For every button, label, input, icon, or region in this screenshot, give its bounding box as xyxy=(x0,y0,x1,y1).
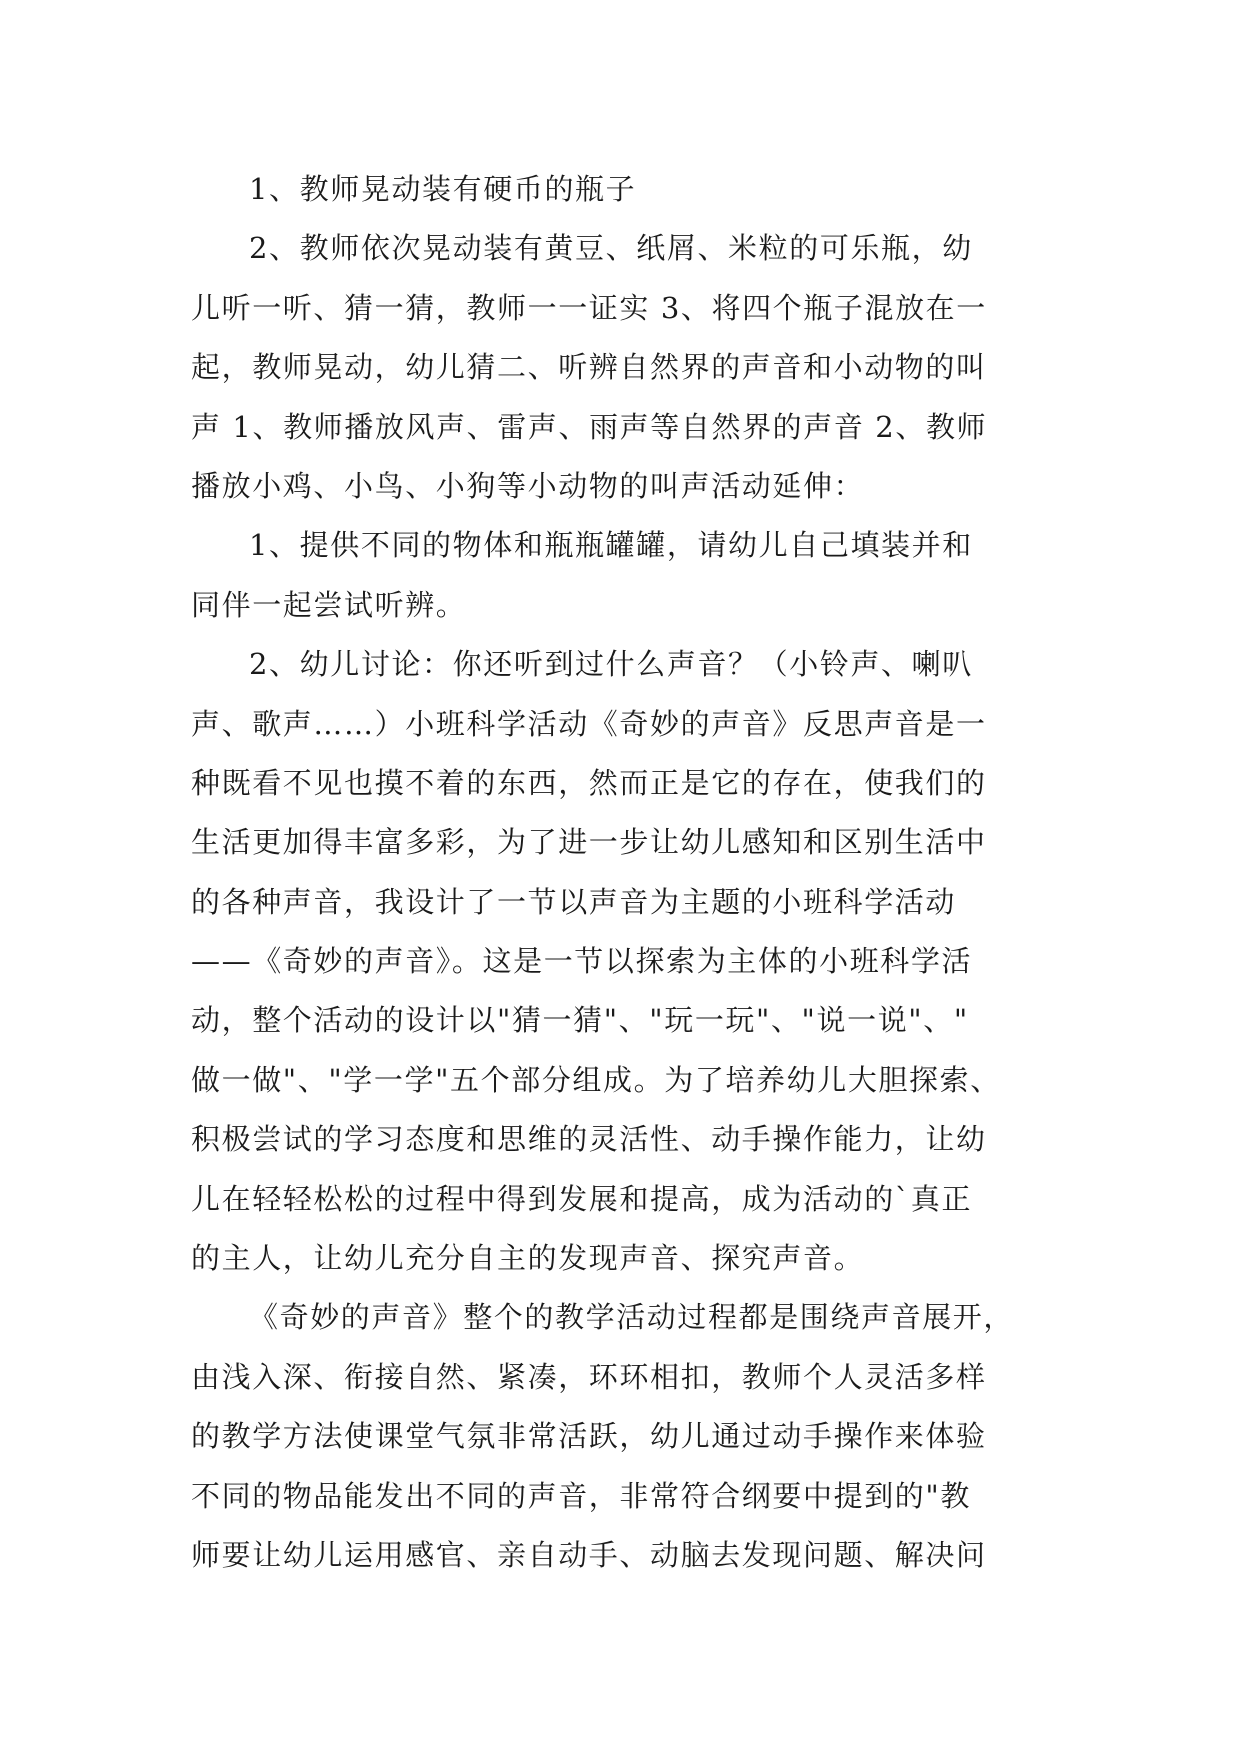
text-line: 声 1、教师播放风声、雷声、雨声等自然界的声音 2、教师 xyxy=(191,409,988,444)
text-line: 不同的物品能发出不同的声音，非常符合纲要中提到的"教 xyxy=(191,1478,971,1513)
text-line: 同伴一起尝试听辨。 xyxy=(191,587,467,622)
text-line: 生活更加得丰富多彩，为了进一步让幼儿感知和区别生活中 xyxy=(191,825,987,860)
text-line: 2、幼儿讨论：你还听到过什么声音？（小铃声、喇叭 xyxy=(249,647,973,682)
text-line: 的各种声音，我设计了一节以声音为主题的小班科学活动 xyxy=(191,884,957,919)
text-line: 的教学方法使课堂气氛非常活跃，幼儿通过动手操作来体验 xyxy=(191,1419,987,1454)
text-line: 1、提供不同的物体和瓶瓶罐罐，请幼儿自己填装并和 xyxy=(249,528,973,563)
text-line: 声、歌声……）小班科学活动《奇妙的声音》反思声音是一 xyxy=(191,706,987,741)
text-line: 儿听一听、猜一猜，教师一一证实 3、将四个瓶子混放在一 xyxy=(191,290,987,325)
text-line: 2、教师依次晃动装有黄豆、纸屑、米粒的可乐瓶，幼 xyxy=(249,231,973,266)
text-line: ——《奇妙的声音》。这是一节以探索为主体的小班科学活 xyxy=(191,944,973,979)
text-line: 播放小鸡、小鸟、小狗等小动物的叫声活动延伸： xyxy=(191,468,865,503)
text-line: 种既看不见也摸不着的东西，然而正是它的存在，使我们的 xyxy=(191,765,987,800)
text-line: 积极尝试的学习态度和思维的灵活性、动手操作能力，让幼 xyxy=(191,1122,987,1157)
text-line: 1、教师晃动装有硬币的瓶子 xyxy=(249,172,637,206)
text-line: 儿在轻轻松松的过程中得到发展和提高，成为活动的`真正 xyxy=(191,1181,973,1216)
text-line: 动，整个活动的设计以"猜一猜"、"玩一玩"、"说一说"、" xyxy=(191,1003,969,1038)
text-line: 的主人，让幼儿充分自主的发现声音、探究声音。 xyxy=(191,1241,865,1276)
document-body xyxy=(191,160,1061,1585)
text-line: 师要让幼儿运用感官、亲自动手、动脑去发现问题、解决问 xyxy=(191,1537,987,1572)
text-line: 做一做"、"学一学"五个部分组成。为了培养幼儿大胆探索、 xyxy=(191,1062,1001,1097)
text-line: 《奇妙的声音》整个的教学活动过程都是围绕声音展开， xyxy=(249,1300,1015,1335)
text-line: 起，教师晃动，幼儿猜二、听辨自然界的声音和小动物的叫 xyxy=(191,350,987,385)
text-line: 由浅入深、衔接自然、紧凑，环环相扣，教师个人灵活多样 xyxy=(191,1359,987,1394)
